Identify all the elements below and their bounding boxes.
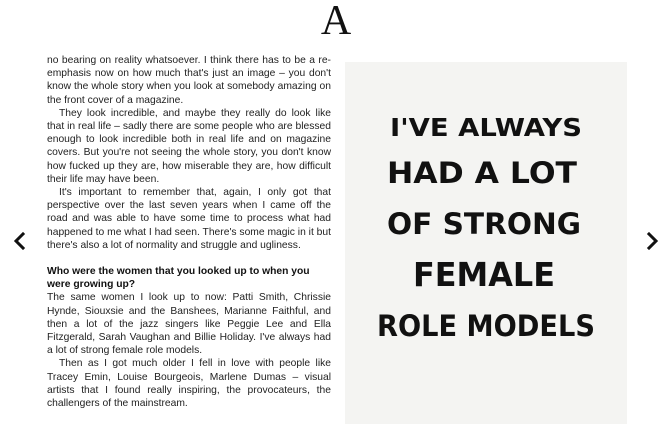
chevron-left-icon (11, 232, 29, 250)
article-paragraph: no bearing on reality whatsoever. I think there has to be a re-emphasis now on how much that's just an image – you don't know the whole story when you look at somebody amazing on the front cover of a magazine. (47, 55, 331, 106)
pull-quote-graphic (345, 62, 627, 424)
previous-page-button[interactable] (11, 232, 29, 250)
article-paragraph: It's important to remember that, again, I only got that perspective over the last seven years when I came off the road and was able to have some time to process what had happened to me what I had seen. There's some magic in it but there's also a lot of normality and struggle and ugliness. (47, 187, 331, 251)
magazine-logo[interactable]: A (320, 0, 352, 44)
pull-quote-line: ROLE MODELS (377, 309, 595, 343)
pull-quote-panel (345, 62, 627, 424)
pull-quote-line: HAD A LOT (387, 156, 578, 190)
article-paragraph: The same women I look up to now: Patti Smith, Chrissie Hynde, Siouxsie and the Banshees, Marianne Faithful, and then a lot of the jazz singers like Peggie Lee and Ella Fitzgerald, Sarah Vaughan and Billie Holiday. I've always had a lot of strong female role models. (47, 292, 331, 357)
next-page-button[interactable] (643, 232, 661, 250)
article-paragraph: Then as I got much older I fell in love with people like Tracey Emin, Louise Bourgeois, Marlene Dumas – visual artists that I found really inspiring, the provocateurs, the challengers of the mainstream. (47, 358, 331, 410)
chevron-right-icon (643, 232, 661, 250)
pull-quote-line: OF STRONG (387, 207, 581, 241)
article-body (47, 54, 331, 410)
article-paragraph: They look incredible, and maybe they really do look like that in real life – sadly there are some people who are blessed enough to look incredible both in real life and on magazine covers. But you're not seeing the whole story, you don't know how fucked up they are, how miserable they are, how difficult their life may have been. (47, 107, 331, 185)
interview-question: Who were the women that you looked up to when you were growing up? (47, 266, 310, 291)
pull-quote-line: I'VE ALWAYS (390, 113, 582, 142)
pull-quote-line: FEMALE (413, 255, 555, 294)
